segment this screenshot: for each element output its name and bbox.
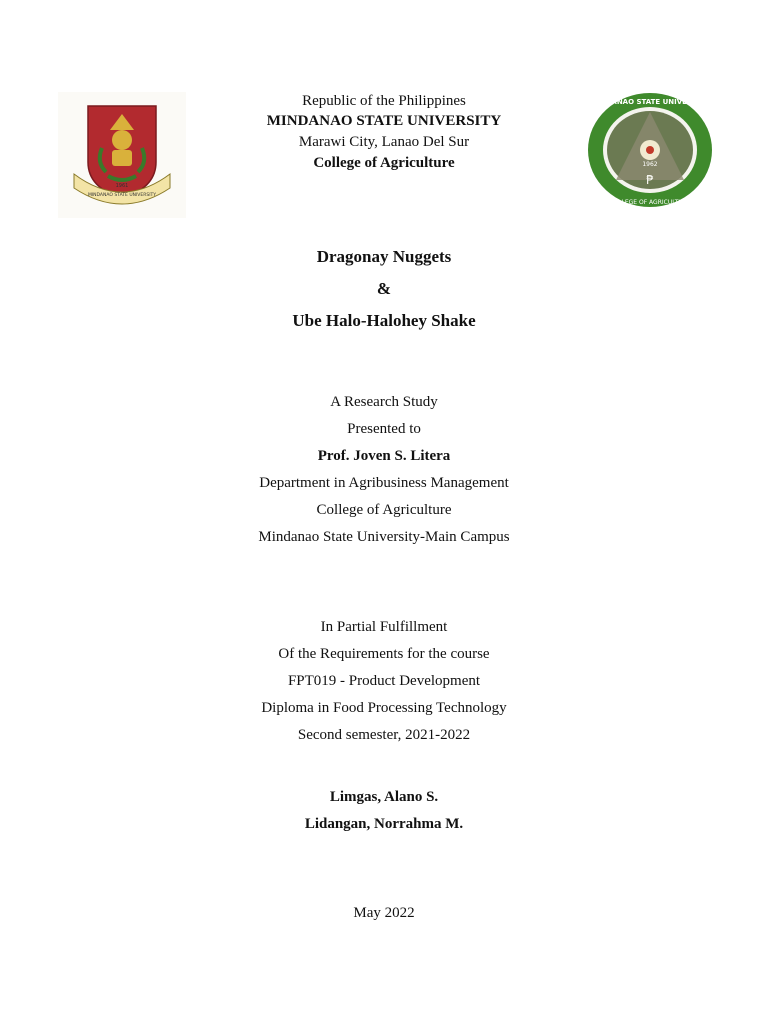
fulfillment-program: Diploma in Food Processing Technology <box>261 700 507 716</box>
author-name: Limgas, Alano S. <box>329 789 439 805</box>
header-country: Republic of the Philippines <box>302 93 466 109</box>
seal-left-year: 1961 <box>115 183 129 189</box>
fulfillment-semester: Second semester, 2021-2022 <box>297 727 471 743</box>
seal-right-year: 1962 <box>642 161 658 168</box>
seal-right-ring-top: MINDANAO STATE UNIVERSITY <box>590 98 710 106</box>
fulfillment-line-1: In Partial Fulfillment <box>320 619 448 635</box>
presentation-professor: Prof. Joven S. Litera <box>317 448 451 464</box>
seal-right-ring-bottom: COLLEGE OF AGRICULTURE <box>609 199 691 206</box>
title-line-1: Dragonay Nuggets <box>316 247 452 266</box>
svg-text:₱: ₱ <box>646 173 654 187</box>
fulfillment-line-2: Of the Requirements for the course <box>278 646 490 662</box>
seal-left-ribbon-text: MINDANAO STATE UNIVERSITY <box>87 193 157 198</box>
document-date: May 2022 <box>353 905 415 921</box>
presentation-department: Department in Agribusiness Management <box>259 475 509 491</box>
author-name: Lidangan, Norrahma M. <box>304 816 464 832</box>
presentation-college: College of Agriculture <box>316 502 452 518</box>
presentation-line-2: Presented to <box>347 421 421 437</box>
presentation-campus: Mindanao State University-Main Campus <box>258 529 510 545</box>
presentation-line-1: A Research Study <box>330 394 438 410</box>
header-university: MINDANAO STATE UNIVERSITY <box>266 113 502 129</box>
title-line-3: Ube Halo-Halohey Shake <box>292 311 476 330</box>
fulfillment-course: FPT019 - Product Development <box>287 673 481 689</box>
title-ampersand: & <box>376 279 392 298</box>
header-college: College of Agriculture <box>313 155 455 171</box>
header-location: Marawi City, Lanao Del Sur <box>298 134 470 150</box>
